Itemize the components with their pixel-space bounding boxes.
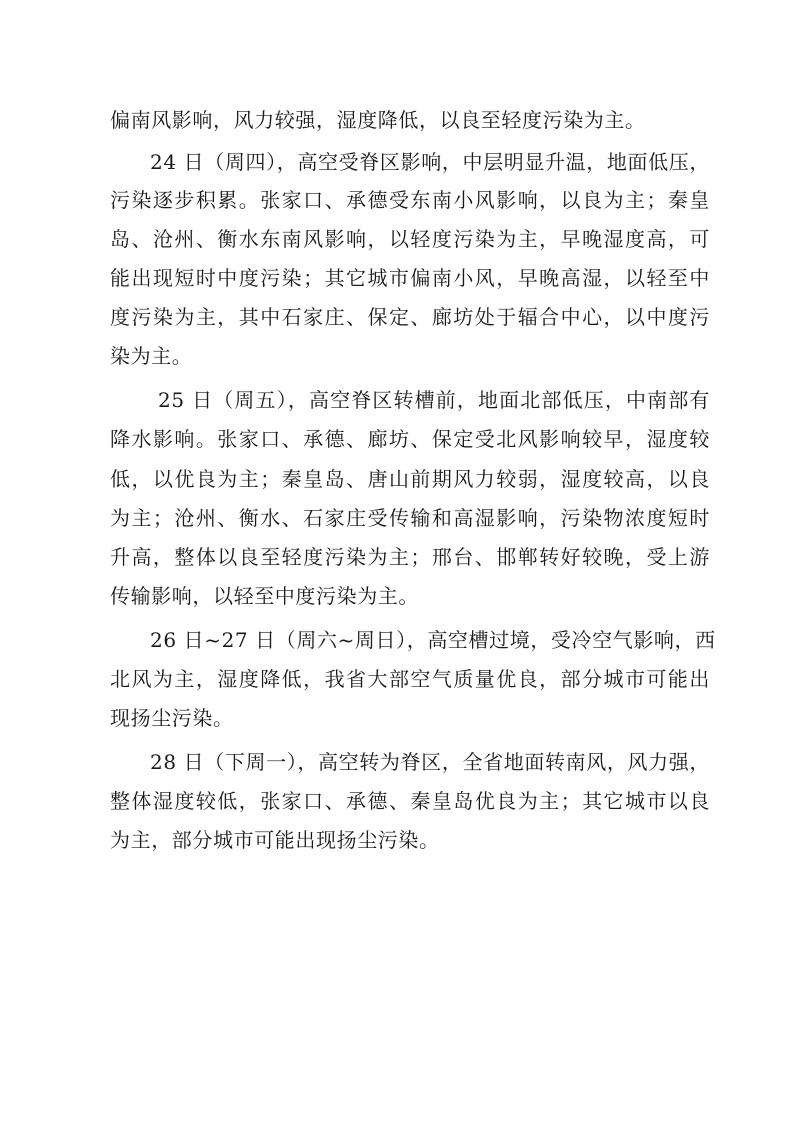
paragraph-line: 度污染为主，其中石家庄、保定、廊坊处于辐合中心，以中度污 — [110, 305, 710, 329]
paragraph-line: 24 日（周四），高空受脊区影响，中层明显升温，地面低压， — [150, 150, 710, 174]
paragraph-line: 降水影响。张家口、承德、廊坊、保定受北风影响较早，湿度较 — [110, 427, 710, 451]
paragraph-line: 为主；沧州、衡水、石家庄受传输和高湿影响，污染物浓度短时 — [110, 506, 710, 530]
paragraph-line: 能出现短时中度污染；其它城市偏南小风，早晚高湿，以轻至中 — [110, 266, 710, 290]
paragraph-line: 低，以优良为主；秦皇岛、唐山前期风力较弱，湿度较高，以良 — [110, 467, 710, 491]
paragraph-line: 25 日（周五），高空脊区转槽前，地面北部低压，中南部有 — [158, 388, 710, 412]
paragraph-line: 传输影响，以轻至中度污染为主。 — [110, 584, 419, 608]
paragraph-line: 为主，部分城市可能出现扬尘污染。 — [110, 828, 440, 852]
paragraph-line: 现扬尘污染。 — [110, 706, 234, 730]
paragraph-line: 26 日~27 日（周六~周日），高空槽过境，受冷空气影响，西 — [150, 628, 716, 652]
paragraph-line: 28 日（下周一），高空转为脊区，全省地面转南风，风力强， — [150, 750, 710, 774]
paragraph-line: 北风为主，湿度降低，我省大部空气质量优良，部分城市可能出 — [110, 667, 710, 691]
paragraph-line: 偏南风影响，风力较强，湿度降低，以良至轻度污染为主。 — [110, 108, 646, 132]
paragraph-line: 污染逐步积累。张家口、承德受东南小风影响，以良为主；秦皇 — [110, 188, 710, 212]
paragraph-line: 整体湿度较低，张家口、承德、秦皇岛优良为主；其它城市以良 — [110, 789, 710, 813]
paragraph-line: 染为主。 — [110, 344, 193, 368]
paragraph-line: 升高，整体以良至轻度污染为主；邢台、邯郸转好较晚，受上游 — [110, 545, 710, 569]
paragraph-line: 岛、沧州、衡水东南风影响，以轻度污染为主，早晚湿度高，可 — [110, 227, 710, 251]
